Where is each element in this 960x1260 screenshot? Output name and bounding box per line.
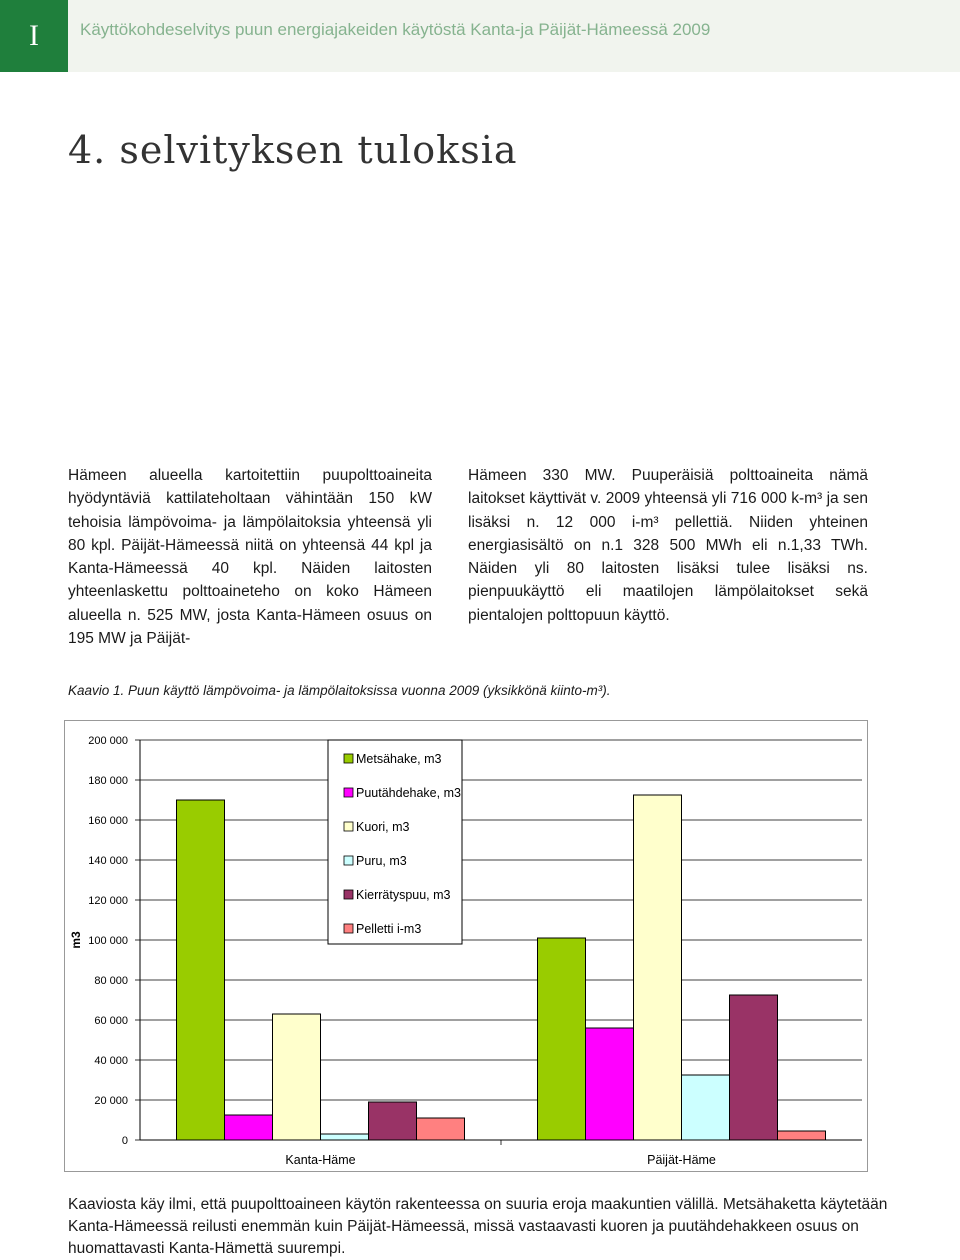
running-header-title: Käyttökohdeselvitys puun energiajakeiden käytöstä Kanta-ja Päijät-Hämeessä 2009 xyxy=(80,20,711,39)
legend-label: Puru, m3 xyxy=(356,854,407,868)
y-tick-label: 120 000 xyxy=(88,895,128,907)
y-tick-label: 60 000 xyxy=(94,1015,128,1027)
y-tick-label: 20 000 xyxy=(94,1095,128,1107)
chapter-marker: I xyxy=(0,0,68,72)
figure-caption: Kaavio 1. Puun käyttö lämpövoima- ja lämpölaitoksissa vuonna 2009 (yksikkönä kiinto-m³). xyxy=(68,683,611,698)
bar-kanta-hame-series-1 xyxy=(225,1115,273,1140)
bar-paijat-hame-series-2 xyxy=(634,795,682,1140)
bar-kanta-hame-series-0 xyxy=(177,800,225,1140)
y-tick-label: 0 xyxy=(121,1135,128,1147)
legend-swatch xyxy=(344,788,353,797)
body-paragraph-left: Hämeen alueella kartoitettiin puupolttoaineita hyödyntäviä kattilateholtaan vähintään 150 kW tehoisia lämpövoima- ja lämpölaitoksia yhteensä yli 80 kpl. Päijät-Hämeessä niitä on yhteensä 44 kpl ja Kanta-Hämeessä 40 kpl. Näiden laitosten yhteenlaskettu polttoaineteho on koko Hämeen alueella n. 525 MW, josta Kanta-Hämeen osuus on 195 MW ja Päijät- xyxy=(68,467,432,648)
y-tick-label: 140 000 xyxy=(88,855,128,867)
bar-kanta-hame-series-4 xyxy=(369,1102,417,1140)
legend-swatch xyxy=(344,924,353,933)
legend-swatch xyxy=(344,890,353,899)
y-tick-label: 80 000 xyxy=(94,975,128,987)
y-tick-label: 180 000 xyxy=(88,775,128,787)
conclusion-text xyxy=(68,1194,898,1260)
bar-chart xyxy=(64,720,868,1172)
legend-swatch xyxy=(344,754,353,763)
legend-box xyxy=(328,740,462,944)
legend-label: Kuori, m3 xyxy=(356,820,410,834)
bar-kanta-hame-series-2 xyxy=(273,1014,321,1140)
legend-label: Metsähake, m3 xyxy=(356,752,442,766)
body-column-right xyxy=(468,464,868,627)
bar-paijat-hame-series-1 xyxy=(586,1028,634,1140)
y-axis-title: m3 xyxy=(69,931,83,949)
legend-swatch xyxy=(344,822,353,831)
conclusion-paragraph: Kaaviosta käy ilmi, että puupolttoaineen käytön rakenteessa on suuria eroja maakuntien välillä. Metsähaketta käytetään Kanta-Hämeessä reilusti enemmän kuin Päijät-Hämeessä, missä vastaavasti kuoren ja puutähdehakkeen osuus on huomattavasti Kanta-Hämettä suurempi. xyxy=(68,1196,888,1257)
bar-paijat-hame-series-3 xyxy=(682,1075,730,1140)
legend-label: Pelletti i-m3 xyxy=(356,922,422,936)
y-tick-label: 100 000 xyxy=(88,935,128,947)
bar-kanta-hame-series-5 xyxy=(417,1118,465,1140)
bar-kanta-hame-series-3 xyxy=(321,1134,369,1140)
legend-label: Puutähdehake, m3 xyxy=(356,786,461,800)
category-label: Kanta-Häme xyxy=(285,1153,356,1167)
y-tick-label: 160 000 xyxy=(88,815,128,827)
body-column-left xyxy=(68,464,432,650)
body-paragraph-right: Hämeen 330 MW. Puuperäisiä polttoaineita nämä laitokset käyttivät v. 2009 yhteensä yli 716 000 k-m³ ja sen lisäksi n. 12 000 i-m³ pellettiä. Niiden yhteinen energiasisältö on n.1 328 500 MWh eli n.1,33 TWh. Näiden yli 80 laitosten lisäksi tulee lisäksi ns. pienpuukäyttö eli maatilojen lämpölaitokset sekä pientalojen polttopuun käyttö. xyxy=(468,467,868,624)
y-tick-label: 40 000 xyxy=(94,1055,128,1067)
legend-swatch xyxy=(344,856,353,865)
bar-paijat-hame-series-0 xyxy=(538,938,586,1140)
legend-label: Kierrätyspuu, m3 xyxy=(356,888,451,902)
bar-paijat-hame-series-5 xyxy=(778,1131,826,1140)
section-title: 4. selvityksen tuloksia xyxy=(68,128,518,172)
y-tick-label: 200 000 xyxy=(88,735,128,747)
category-label: Päijät-Häme xyxy=(647,1153,716,1167)
bar-paijat-hame-series-4 xyxy=(730,995,778,1140)
